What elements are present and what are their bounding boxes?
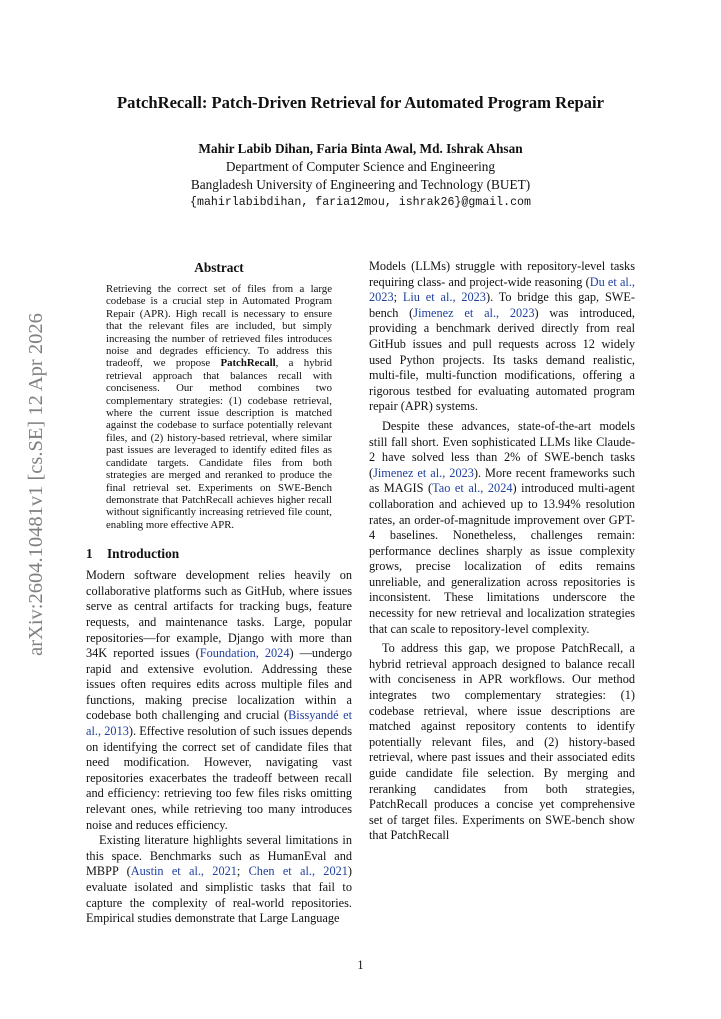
citation-link[interactable]: Jimenez et al., 2023 xyxy=(413,305,535,320)
page-number: 1 xyxy=(357,958,364,972)
text-run: Despite these advances, state-of-the-art models still fall short. Even sophisticated LLMs like Claude-2 have solved less than 2% of SWE-bench tasks ( xyxy=(369,418,635,480)
intro-paragraph-2 xyxy=(86,833,352,927)
text-run: ) evaluate isolated and simplistic tasks that fail to capture the complexity of real-world repositories. Empirical studies demonstrate that Large Language xyxy=(86,864,353,926)
author-university: Bangladesh University of Engineering and Technology (BUET) xyxy=(190,177,531,192)
text-run: ) —undergo rapid and extensive evolution. Addressing these issues often requires edits across multiple files and functions, making precise localization within a codebase both challenging and crucial ( xyxy=(86,646,352,723)
citation-link[interactable]: Bissyandé et al., 2013 xyxy=(86,708,352,739)
text-run: Models (LLMs) struggle with repository-level tasks requiring class- and project-wide reasoning ( xyxy=(369,259,635,289)
abstract-text-before: Retrieving the correct set of files from a large codebase is a crucial step in Automated Program Repair (APR). High recall is necessary to ensure that the relevant files are included, but simply increasing the number of retrieved files introduces noise and degrades efficiency. To address this tradeoff, we propose xyxy=(106,283,332,370)
citation-link[interactable]: Austin et al., 2021 xyxy=(130,864,237,879)
arxiv-stamp-text: arXiv:2604.10481v1 [cs.SE] 12 Apr 2026 xyxy=(24,312,47,656)
text-run: ; xyxy=(393,290,403,305)
intro-paragraph-1 xyxy=(86,568,352,833)
citation-link[interactable]: Liu et al., 2023 xyxy=(402,290,486,305)
right-column-flow xyxy=(369,259,635,415)
text-run: To address this gap, we propose PatchRecall, a hybrid retrieval approach designed to balance recall with conciseness in APR workflows. Our method integrates two complementary strategies: (1) codebase retrieval, where issue descriptions are matched against repository contents to identify potentially relevant files, and (2) history-based retrieval, where past issues and their associated edits guide candidate file selection. By merging and reranking candidates from both strategies, PatchRecall produces a concise yet comprehensive set of target files. Experiments on SWE-bench show that PatchRecall xyxy=(369,641,635,843)
abstract-heading: Abstract xyxy=(194,260,244,275)
text-run: ) was introduced, providing a benchmark derived directly from real GitHub issues and pull requests across 12 widely used Python projects. Its tasks demand realistic, multi-file, multi-function modifications, offering a rigorous testbed for evaluating automated program repair (APR) systems. xyxy=(369,305,636,414)
text-run: ) introduced multi-agent collaboration and achieved up to 13.94% resolution rates, an order-of-magnitude improvement over GPT-4 baselines. Nonetheless, challenges remain: performance declines sharply as issue complexity grows, precise localization of edits remains unreliable, and generalization across repositories is inconsistent. These limitations underscore the necessity for new retrieval and localization strategies that can scale to repository-level complexity. xyxy=(369,481,635,636)
citation-link[interactable]: Chen et al., 2021 xyxy=(248,864,348,879)
section-title: Introduction xyxy=(107,546,180,562)
intro-paragraph-3 xyxy=(369,419,635,637)
abstract-method-name: PatchRecall xyxy=(220,357,276,370)
arxiv-stamp xyxy=(10,296,62,672)
text-run: Modern software development relies heavily on collaborative platforms such as GitHub, where issues serve as central artifacts for tracking bugs, feature requests, and maintenance tasks. Large, popular repositories—for example, Django with more than 34K reported issues ( xyxy=(86,568,352,661)
abstract-text xyxy=(106,283,332,531)
text-run: ). Effective resolution of such issues depends on identifying the correct set of candidate files that need modification. However, navigating vast repositories exacerbates the tradeoff between recall and efficiency: retrieving too few files risks omitting relevant ones, while retrieving too many introduces noise and reduces efficiency. xyxy=(86,724,352,832)
section-heading-introduction xyxy=(86,546,352,561)
intro-paragraph-2-continued xyxy=(369,259,635,415)
text-run: ; xyxy=(236,864,249,879)
citation-link[interactable]: Foundation, 2024 xyxy=(199,646,290,661)
abstract-text-after: , a hybrid retrieval approach that balances recall with conciseness. Our method combines two complementary strategies: (1) codebase retrieval, where the current issue description is matched against the codebase to surface potentially relevant files, and (2) history-based retrieval, where similar past issues are leveraged to identify edited files as candidate targets. Candidate files from both strategies are merged and reranked to produce the final retrieval set. Experiments on SWE-Bench demonstrate that PatchRecall achieves higher recall without significantly increasing retrieved file count, enabling more effective APR. xyxy=(106,357,332,531)
author-block xyxy=(0,140,721,212)
section-number: 1 xyxy=(86,546,93,562)
text-run: Existing literature highlights several limitations in this space. Benchmarks such as HumanEval and MBPP ( xyxy=(86,833,352,879)
text-run: ). To bridge this gap, SWE-bench ( xyxy=(369,290,635,320)
citation-link[interactable]: Jimenez et al., 2023 xyxy=(373,465,474,480)
intro-paragraph-4 xyxy=(369,641,635,844)
citation-link[interactable]: Tao et al., 2024 xyxy=(432,481,513,496)
author-email: {mahirlabibdihan, faria12mou, ishrak26}@gmail.com xyxy=(190,196,531,209)
left-column xyxy=(86,260,352,927)
text-run: ). More recent frameworks such as MAGIS ( xyxy=(369,465,635,496)
right-column xyxy=(369,259,635,844)
author-names: Mahir Labib Dihan, Faria Binta Awal, Md. Ishrak Ahsan xyxy=(198,141,523,156)
paper-title: PatchRecall: Patch-Driven Retrieval for Automated Program Repair xyxy=(117,93,604,112)
author-department: Department of Computer Science and Engineering xyxy=(225,159,496,174)
citation-link[interactable]: Du et al., 2023 xyxy=(369,274,636,305)
